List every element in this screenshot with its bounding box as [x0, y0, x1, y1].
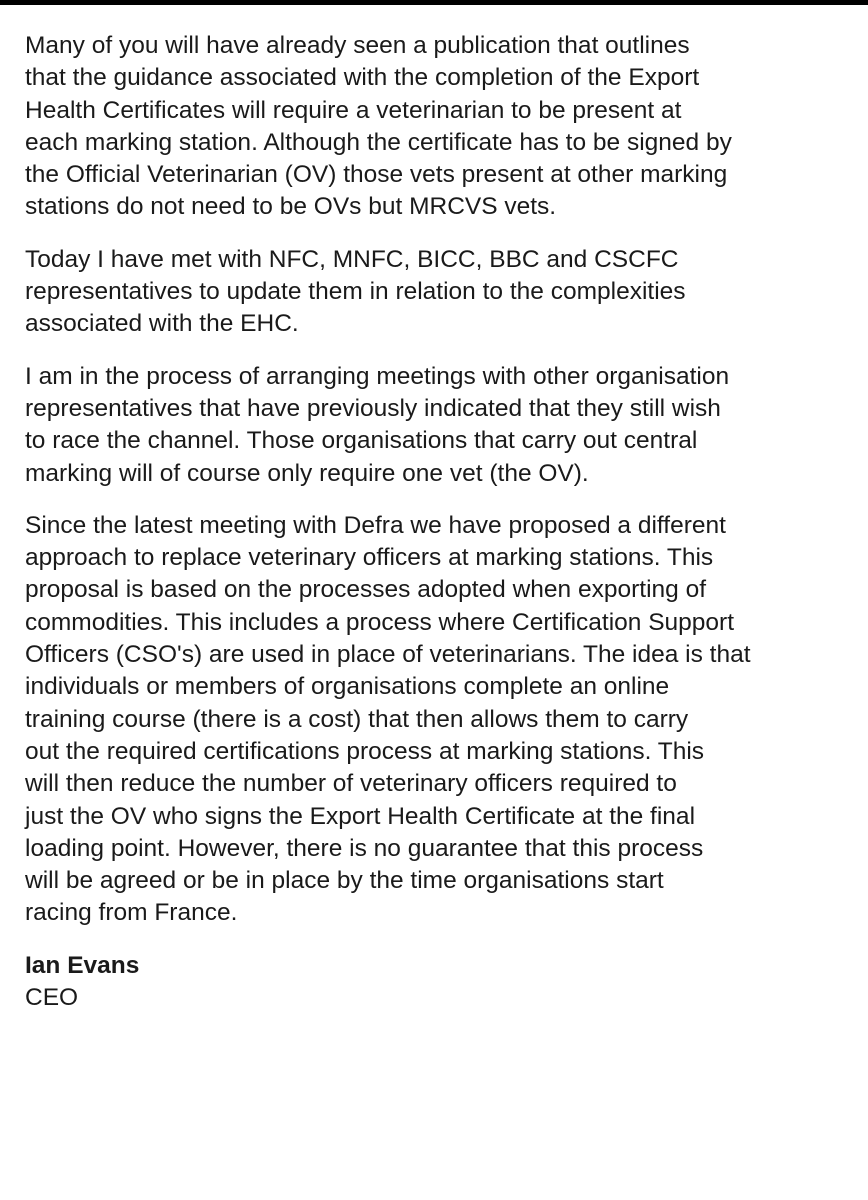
signature-block	[25, 950, 861, 1015]
text-line: Officers (CSO's) are used in place of veterinarians. The idea is that	[25, 641, 751, 669]
text-line: approach to replace veterinary officers at marking stations. This	[25, 544, 714, 572]
text-line: stations do not need to be OVs but MRCVS vets.	[25, 193, 557, 221]
text-line: racing from France.	[25, 899, 238, 927]
letter-body	[25, 30, 861, 1014]
text-line: Many of you will have already seen a publication that outlines	[25, 32, 690, 59]
text-line: proposal is based on the processes adopted when exporting of	[25, 576, 707, 604]
signature-title: CEO	[25, 984, 79, 1012]
text-line: associated with the EHC.	[25, 310, 299, 338]
paragraph-defra-proposal	[25, 510, 861, 930]
text-line: just the OV who signs the Export Health Certificate at the final	[25, 802, 696, 830]
text-line: the Official Veterinarian (OV) those vets present at other marking	[25, 161, 728, 189]
text-line: representatives to update them in relation to the complexities	[25, 278, 686, 306]
text-line: Since the latest meeting with Defra we have proposed a different	[25, 511, 726, 539]
text-line: representatives that have previously indicated that they still wish	[25, 394, 721, 422]
text-line: commodities. This includes a process where Certification Support	[25, 608, 735, 636]
top-border	[0, 0, 868, 5]
text-line: Health Certificates will require a veterinarian to be present at	[25, 96, 682, 124]
paragraph-publication	[25, 30, 861, 224]
text-line: will be agreed or be in place by the time organisations start	[25, 867, 664, 895]
text-line: training course (there is a cost) that then allows them to carry	[25, 705, 689, 733]
text-line: to race the channel. Those organisations that carry out central	[25, 427, 698, 455]
text-line: each marking station. Although the certificate has to be signed by	[25, 128, 732, 156]
text-line: individuals or members of organisations complete an online	[25, 673, 670, 701]
text-line: will then reduce the number of veterinary officers required to	[25, 770, 677, 798]
text-line: marking will of course only require one vet (the OV).	[25, 459, 589, 487]
text-line: that the guidance associated with the completion of the Export	[25, 64, 700, 92]
text-line: out the required certifications process at marking stations. This	[25, 737, 705, 765]
text-line: Today I have met with NFC, MNFC, BICC, BBC and CSCFC	[25, 245, 679, 273]
text-line: I am in the process of arranging meetings with other organisation	[25, 362, 730, 390]
paragraph-arranging-meetings	[25, 361, 861, 490]
paragraph-meetings-today	[25, 244, 861, 341]
signature-name: Ian Evans	[25, 951, 140, 979]
text-line: loading point. However, there is no guarantee that this process	[25, 834, 704, 862]
